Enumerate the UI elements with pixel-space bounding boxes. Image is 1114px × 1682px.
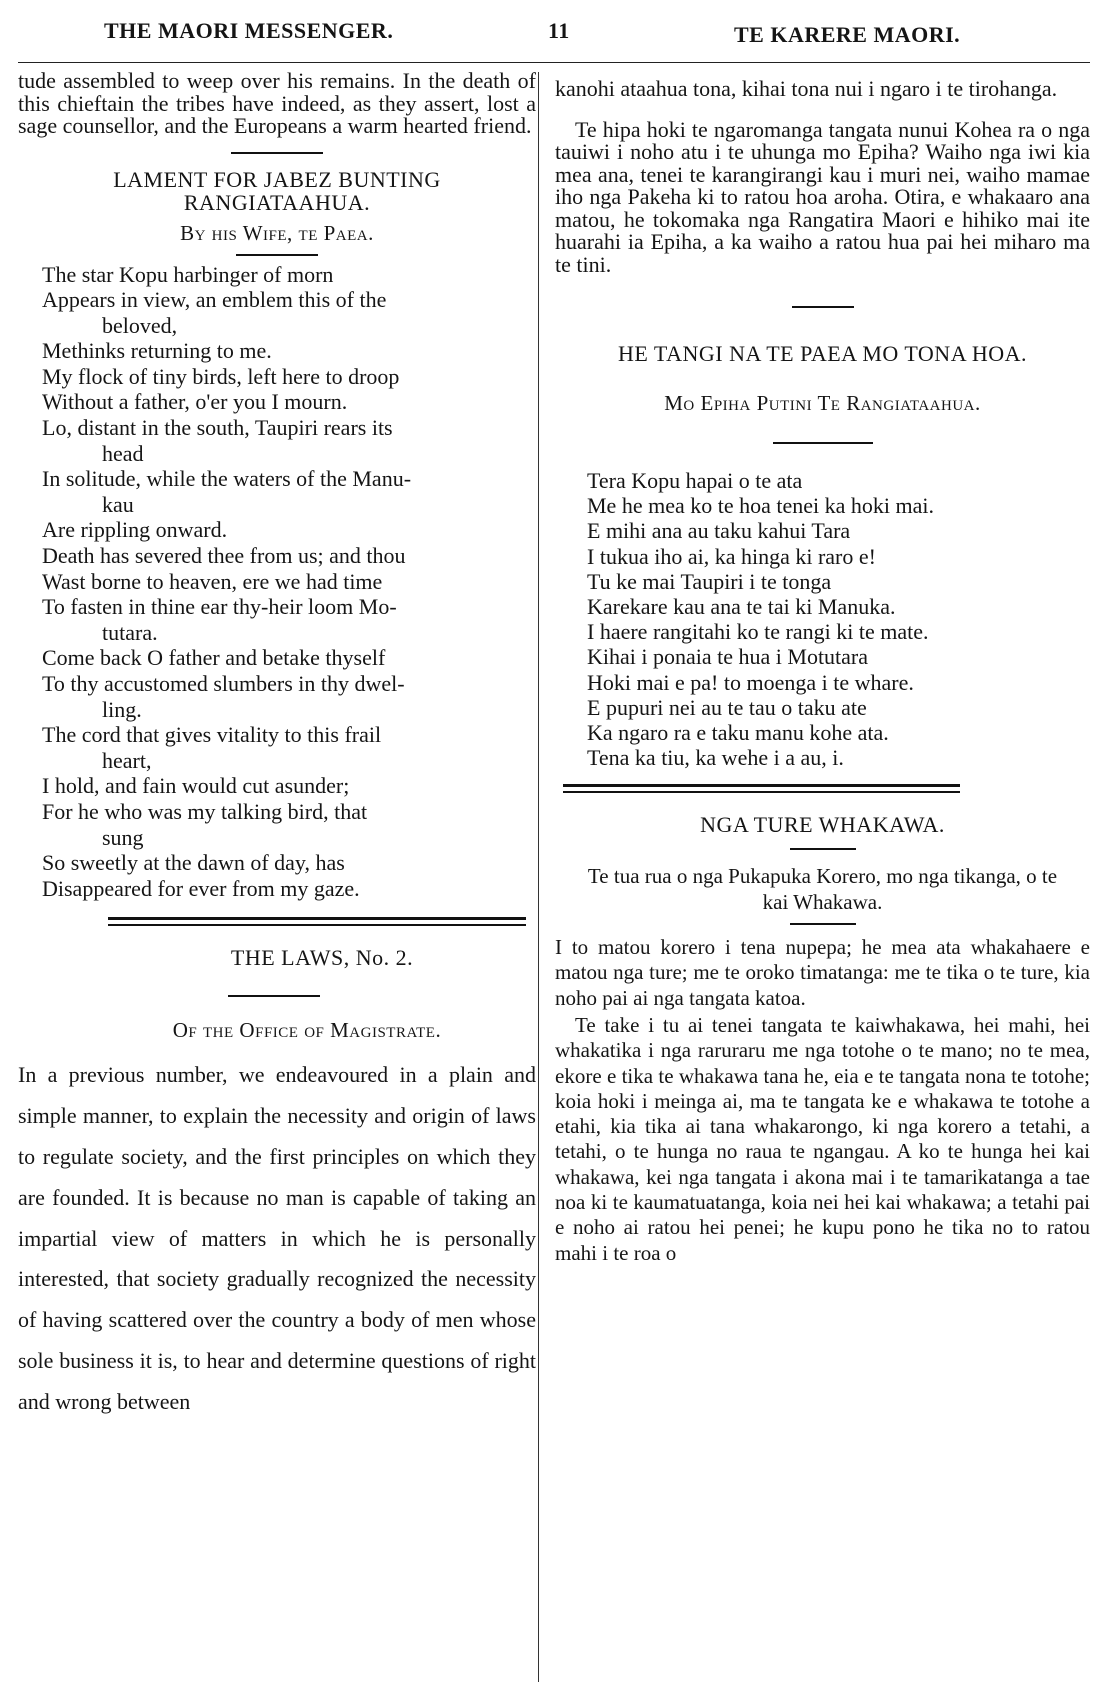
laws-subtitle: Of the Office of Magistrate. xyxy=(172,1018,442,1043)
maori-obituary-paragraph: Te hipa hoki te ngaromanga tangata nunui Kohea ra o nga tauiwi i noho atu i te uhunga mo Epiha? Waiho nga iwi kia mea ana, tenei te karangirangi kau i muri nei, waiho mamae iho nga Pakeha ki to ratou hoa aroha. Otira, e whakaaro ana matou, he tokomaka nga Rangatira Maori e hihiko mai ite huarahi ia Epiha, a ka waiho a ratou hua pai hei miharo ma te tini. xyxy=(555,116,1090,277)
lament-poem xyxy=(18,262,536,902)
poem-line-text: Come back O father and betake thyself xyxy=(42,645,386,671)
tangi-poem-line: Tera Kopu hapai o te ata xyxy=(587,468,803,493)
lament-title: LAMENT FOR JABEZ BUNTING RANGIATAAHUA. xyxy=(113,166,441,215)
tangi-poem-line: I tukua iho ai, ka hinga ki raro e! xyxy=(587,543,876,569)
section-divider xyxy=(792,306,854,308)
lament-poem-line xyxy=(42,773,536,799)
lament-poem-line xyxy=(42,338,536,364)
laws-title: THE LAWS, No. 2. xyxy=(230,945,414,971)
tangi-poem-line: Hoki mai e pa! to moenga i te whare. xyxy=(587,669,914,695)
ture-paragraph-2: Te take i tu ai tenei tangata te kaiwhakawa, hei mahi, hei whakatika i nga raruraru me nga totohe o te mano; no te mea, ekore e tika te whakawa tana he, eia e te tangata nona te totohe; koia hoki i meinga ai, ma te tangata ke e whakawa te totohe a etahi, kia tika ai tana whakarongo, ki nga korero a tetahi, a tetahi, o te hunga no raua te ngangau. A ko te hunga hei kai whakawa, kei nga tangata i akona mai i te tamarikatanga a tae noa ki te kaumatuatanga, koia nei hei kai whakawa; a tetahi pai e noho ai ratou hei penei; he kupu pono he tika no to ratou mahi i te roa o xyxy=(555,1012,1090,1265)
poem-line-text: So sweetly at the dawn of day, has xyxy=(42,850,345,876)
poem-line-text: Methinks returning to me. xyxy=(42,338,272,364)
lament-poem-line xyxy=(42,799,536,850)
page-header xyxy=(0,14,1114,50)
header-maori-title: TE KARERE MAORI. xyxy=(734,22,961,47)
tangi-poem-line: Karekare kau ana te tai ki Manuka. xyxy=(587,594,896,620)
poem-line-text: Wast borne to heaven, ere we had time xyxy=(42,568,383,594)
obituary-closing-paragraph: tude assembled to weep over his remains. In the death of this chieftain the tribes have indeed, as they assert, lost a sage counsellor, and the Europeans a warm hearted friend. xyxy=(18,68,536,138)
lament-poem-line xyxy=(42,415,536,466)
poem-line-text: In solitude, while the waters of the Manu- xyxy=(42,466,412,492)
section-divider xyxy=(790,923,856,925)
poem-line-text: Lo, distant in the south, Taupiri rears its xyxy=(42,415,393,441)
tangi-poem-line: Tena ka tiu, ka wehe i a au, i. xyxy=(587,745,844,771)
poem-line-continuation: kau xyxy=(102,491,134,517)
poem-line-text: Appears in view, an emblem this of the xyxy=(42,287,387,313)
section-divider xyxy=(228,995,320,997)
poem-line-continuation: ling. xyxy=(102,696,142,722)
poem-line-text: To thy accustomed slumbers in thy dwel- xyxy=(42,671,405,696)
maori-obituary-closing: kanohi ataahua tona, kihai tona nui i ngaro i te tirohanga. xyxy=(555,76,1058,101)
tangi-poem-line: E mihi ana au taku kahui Tara xyxy=(587,518,851,544)
tangi-poem xyxy=(555,468,1090,770)
poem-line-text: Death has severed thee from us; and thou xyxy=(42,543,406,569)
section-divider xyxy=(231,152,323,154)
double-rule xyxy=(108,917,526,926)
lament-poem-line xyxy=(42,594,536,645)
ture-paragraph-1: I to matou korero i tena nupepa; he mea ata whakahaere e matou nga ture; me te oroko timatanga: me te tika o te ture, kia noho pai ai nga tangata katoa. xyxy=(555,935,1090,1010)
page-number: 11 xyxy=(548,18,570,43)
left-column xyxy=(18,70,536,1423)
lament-poem-line xyxy=(42,389,536,415)
poem-line-text: For he who was my talking bird, that xyxy=(42,798,368,824)
section-divider xyxy=(773,442,873,444)
poem-line-text: I hold, and fain would cut asunder; xyxy=(42,773,350,799)
tangi-poem-line: Me he mea ko te hoa tenei ka hoki mai. xyxy=(587,493,934,519)
column-divider xyxy=(538,72,539,1682)
header-english-title: THE MAORI MESSENGER. xyxy=(104,18,394,43)
poem-line-text: My flock of tiny birds, left here to droop xyxy=(42,363,400,389)
poem-line-text: Are rippling onward. xyxy=(42,517,228,543)
laws-body: In a previous number, we endeavoured in a plain and simple manner, to explain the necessity and origin of laws to regulate society, and the first principles on which they are founded. It is because no man is capable of taking an impartial view of matters in which he is personally interested, that society gradually recognized the necessity of having scattered over the country a body of men whose sole business it is, to hear and determine questions of right and wrong between xyxy=(18,1062,536,1414)
poem-line-continuation: tutara. xyxy=(102,619,158,645)
poem-line-text: The cord that gives vitality to this frail xyxy=(42,722,382,748)
lament-poem-line xyxy=(42,287,536,338)
lament-poem-line xyxy=(42,645,536,671)
poem-line-continuation: head xyxy=(102,440,144,466)
tangi-poem-line: E pupuri nei au te tau o taku ate xyxy=(587,694,867,720)
tangi-subtitle: Mo Epiha Putini Te Rangiataahua. xyxy=(664,391,981,415)
double-rule xyxy=(563,784,960,793)
poem-line-text: The star Kopu harbinger of morn xyxy=(42,261,334,287)
lament-poem-line xyxy=(42,850,536,876)
ture-subtitle: Te tua rua o nga Pukapuka Korero, mo nga tikanga, o te kai Whakawa. xyxy=(587,864,1058,914)
section-divider xyxy=(790,848,856,850)
tangi-poem-line: Ka ngaro ra e taku manu kohe ata. xyxy=(587,720,889,746)
ture-title: NGA TURE WHAKAWA. xyxy=(700,812,945,838)
lament-poem-line xyxy=(42,569,536,595)
tangi-poem-line: Kihai i ponaia te hua i Motutara xyxy=(587,644,869,670)
lament-poem-line xyxy=(42,466,536,517)
tangi-title: HE TANGI NA TE PAEA MO TONA HOA. xyxy=(617,341,1028,366)
poem-line-text: Without a father, o'er you I mourn. xyxy=(42,389,348,415)
lament-poem-line xyxy=(42,671,536,722)
lament-byline: By his Wife, te Paea. xyxy=(180,220,374,245)
lament-poem-line xyxy=(42,876,536,902)
header-rule xyxy=(18,62,1090,63)
lament-poem-line xyxy=(42,364,536,390)
lament-poem-line xyxy=(42,543,536,569)
tangi-poem-line: I haere rangitahi ko te rangi ki te mate. xyxy=(587,619,929,645)
tangi-poem-line: Tu ke mai Taupiri i te tonga xyxy=(587,568,832,594)
poem-line-continuation: beloved, xyxy=(102,312,178,338)
poem-line-text: To fasten in thine ear thy-heir loom Mo- xyxy=(42,594,397,620)
section-divider xyxy=(236,254,318,256)
poem-line-continuation: sung xyxy=(102,824,144,850)
poem-line-text: Disappeared for ever from my gaze. xyxy=(42,875,360,901)
lament-poem-line xyxy=(42,517,536,543)
right-column xyxy=(555,70,1090,1266)
poem-line-continuation: heart, xyxy=(102,747,152,773)
lament-poem-line xyxy=(42,722,536,773)
lament-poem-line xyxy=(42,262,536,288)
